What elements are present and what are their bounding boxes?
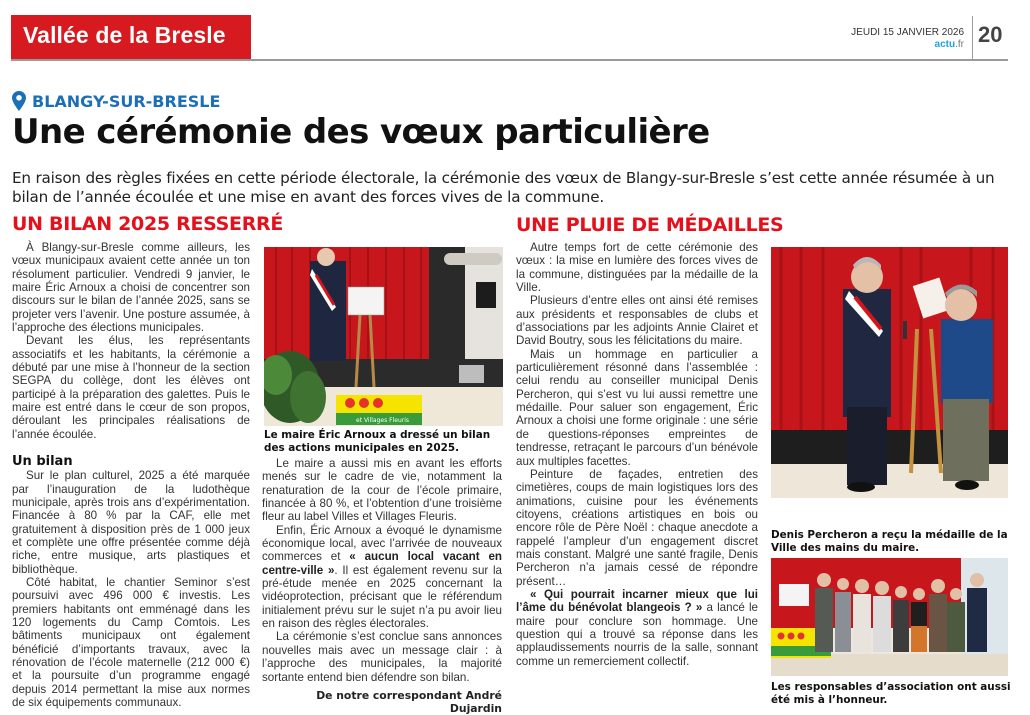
paragraph-text: . Il est également revenu sur la pré-étude menée en 2025 concernant la vidéoprotection, précisant que le référendum initialement prévu sur le sujet n’a pu avoir lieu en raison des règles électorales. xyxy=(262,563,503,631)
photo-mayor-speech xyxy=(264,247,503,426)
paragraph: Autre temps fort de cette cérémonie des vœux : la mise en lumière des forces vives de la commune, distinguées par la médaille de la Ville. xyxy=(516,241,758,295)
photo-medal-handover-image xyxy=(771,247,1008,498)
paragraph: Mais un hommage en particulier a particulièrement résonné dans l’assemblée : celui rendu au conseiller municipal Denis Percheron, qui s’est vu lui aussi remettre une médaille. Pour saluer son engagement, Éric Arnoux a choisi une forme originale : une série de questions-réponses empreintes de tendresse, retraçant le parcours d’un bénévole aux multiples facettes. xyxy=(516,347,758,468)
sign-label: et Villages Fleuris xyxy=(356,417,410,424)
site-name-accent: actu xyxy=(934,39,956,50)
issue-date: JEUDI 15 JANVIER 2026 xyxy=(851,27,964,38)
photo-mayor-speech-image xyxy=(264,247,503,426)
paragraph: À Blangy-sur-Bresle comme ailleurs, les vœux municipaux avaient cette année un ton résolument particulier. Vendredi 9 janvier, le maire Éric Arnoux a choisi de concentrer son discours sur le bilan de l’année 2025, sans se projeter vers l’avenir. Une posture assumée, à l’approche des élections municipales. xyxy=(12,241,250,335)
paragraph: Peinture de façades, entretien des cimetières, coups de main logistiques lors des animations, cuisine pour les événements citoyens, créations artistiques en bois ou encore rôle de Père Noël : chaque anecdote a rappelé l’ampleur d’un engagement discret mais constant. Malgré une santé fragile, Denis Percheron n’a jamais cessé de répondre présent… xyxy=(516,467,758,588)
map-pin-icon xyxy=(12,91,26,111)
location-label: BLANGY-SUR-BRESLE xyxy=(32,91,221,111)
section-rubric: Vallée de la Bresle xyxy=(11,15,251,60)
paragraph: Le maire a aussi mis en avant les efforts menés sur le cadre de vie, notamment la renaturation de la cour de l’école primaire, financée à 80 %, et l’obtention d’une troisième fleur au label Villes et Villages Fleuris. xyxy=(262,457,502,524)
section-title-bilan: UN BILAN 2025 RESSERRÉ xyxy=(12,213,284,235)
article-column-1 xyxy=(12,241,250,709)
author-signature: De notre correspondant André Dujardin xyxy=(316,688,502,715)
location-kicker xyxy=(12,91,220,111)
article-column-2 xyxy=(262,457,502,715)
paragraph xyxy=(262,524,502,631)
photo-medal-handover xyxy=(771,247,1008,498)
site-name-suffix: .fr xyxy=(955,39,964,50)
header-vertical-divider xyxy=(972,16,973,60)
quote: « Qui pourrait incarner mieux que lui l’âme du bénévolat blangeois ? » xyxy=(516,587,758,615)
paragraph xyxy=(516,588,758,668)
subheading: Un bilan xyxy=(12,454,73,470)
header-divider xyxy=(11,59,1008,61)
photo-caption-mayor: Le maire Éric Arnoux a dressé un bilan des actions municipales en 2025. xyxy=(264,429,491,454)
photo-caption-medal: Denis Percheron a reçu la médaille de la Ville des mains du maire. xyxy=(771,529,1008,554)
article-lead: En raison des règles fixées en cette période électorale, la cérémonie des vœux de Blangy-sur-Bresle s’est cette année résumée à un bilan de l’année écoulée et une mise en avant des forces vives de la commune. xyxy=(12,169,995,206)
quote: « aucun local vacant en centre-ville » xyxy=(262,550,502,577)
paragraph: Côté habitat, le chantier Seminor s’est poursuivi avec 496 000 € investis. Les premiers habitants ont emménagé dans les 120 logements du Camp Comtois. Les bâtiments municipaux ont également bénéficié d’importants travaux, avec la rénovation de l’école maternelle (212 000 €) et la poursuite d’un programme engagé depuis 2014 permettant la mise aux normes de six équipements communaux. xyxy=(12,575,250,709)
page-number: 20 xyxy=(978,22,1003,47)
photo-association-group-image xyxy=(771,558,1008,676)
site-name[interactable] xyxy=(851,39,964,51)
section-title-medailles: UNE PLUIE DE MÉDAILLES xyxy=(516,214,784,236)
header-meta xyxy=(851,27,964,51)
article-column-3 xyxy=(516,241,758,668)
paragraph-text: a lancé le maire pour conclure son hommage. Une question qui a trouvé sa réponse dans les applaudissements nourris de la salle, sonnant comme un remerciement collectif. xyxy=(516,601,758,668)
photo-association-group xyxy=(771,558,1008,676)
article-headline: Une cérémonie des vœux particulière xyxy=(12,112,710,152)
photo-caption-group: Les responsables d’association ont aussi été mis à l’honneur. xyxy=(771,681,1011,706)
paragraph: La cérémonie s’est conclue sans annonces nouvelles mais avec un message clair : à l’approche des municipales, la majorité sortante entend bien défendre son bilan. xyxy=(262,630,502,684)
paragraph-text: Enfin, Éric Arnoux a évoqué le dynamisme économique local, avec l’arrivée de nouveaux commerces et xyxy=(262,523,502,564)
paragraph: Plusieurs d’entre elles ont ainsi été remises aux présidents et responsables de clubs et d’associations par les adjoints Annie Clairet et David Boutry, sous les félicitations du maire. xyxy=(516,294,758,348)
paragraph: Devant les élus, les représentants associatifs et les habitants, la cérémonie a débuté par une mise à l’honneur de la section SEGPA du collège, dont les élèves ont participé à la préparation des galettes. Puis le maire est entré dans le cœur de son propos, déroulant les principales réalisations de l’année écoulée. xyxy=(12,334,250,441)
paragraph: Sur le plan culturel, 2025 a été marquée par l’inauguration de la ludothèque municipale, après trois ans d’expérimentation. Financée à 80 % par la CAF, elle met gratuitement à disposition près de 1 000 jeux et complète une offre présentée comme déjà riche, entre musique, arts plastiques et bibliothèque. xyxy=(12,469,250,576)
